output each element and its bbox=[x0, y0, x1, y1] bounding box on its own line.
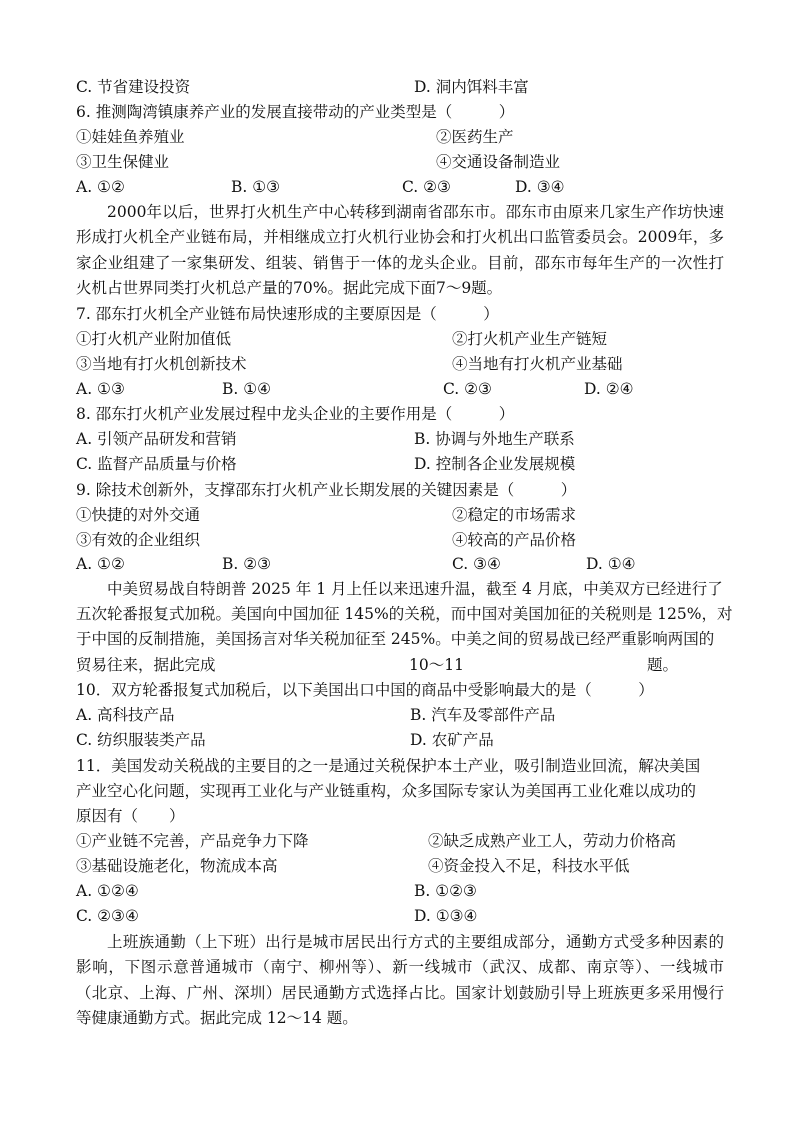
q11-item-2: ②缺乏成熟产业工人，劳动力价格高 bbox=[428, 832, 677, 850]
q7-option-c: C. ②③ bbox=[443, 380, 492, 398]
q11-stem-line-1: 11．美国发动关税战的主要目的之一是通过关税保护本土产业，吸引制造业回流，解决美国 bbox=[76, 757, 701, 775]
q11-option-c: C. ②③④ bbox=[76, 907, 139, 925]
q11-stem-line-3: 原因有（ ） bbox=[76, 807, 185, 825]
q9-stem: 9. 除技术创新外，支撑邵东打火机产业长期发展的关键因素是（ ） bbox=[76, 481, 577, 499]
q9-option-c: C. ③④ bbox=[452, 555, 501, 573]
q11-item-3: ③基础设施老化，物流成本高 bbox=[76, 857, 278, 875]
q10-stem: 10．双方轮番报复式加税后，以下美国出口中国的商品中受影响最大的是（ ） bbox=[76, 681, 654, 699]
q6-stem: 6. 推测陶湾镇康养产业的发展直接带动的产业类型是（ ） bbox=[76, 103, 515, 121]
q5-option-d: D. 洞内饵料丰富 bbox=[414, 78, 529, 96]
q10-option-b: B. 汽车及零部件产品 bbox=[410, 706, 556, 724]
q11-option-a: A. ①②④ bbox=[76, 882, 139, 900]
passage-tariff-line-4a: 贸易往来，据此完成 bbox=[76, 656, 216, 674]
q6-item-2: ②医药生产 bbox=[436, 128, 514, 146]
passage-lighter: 2000年以后，世界打火机生产中心转移到湖南省邵东市。邵东市由原来几家生产作坊快速形成打火机全产业链布局，并相继成立打火机行业协会和打火机出口监管委员会。2009年，多家企业组建了一家集研发、组装、销售于一体的龙头企业。目前，邵东市每年生产的一次性打火机占世界同类打火机总产量的70%。据此完成下面7～9题。 bbox=[76, 203, 724, 297]
q11-item-1: ①产业链不完善，产品竞争力下降 bbox=[76, 832, 309, 850]
q7-item-3: ③当地有打火机创新技术 bbox=[76, 355, 247, 373]
q6-item-3: ③卫生保健业 bbox=[76, 153, 170, 171]
q6-item-1: ①娃娃鱼养殖业 bbox=[76, 128, 185, 146]
q9-option-a: A. ①② bbox=[76, 555, 125, 573]
q9-option-b: B. ②③ bbox=[222, 555, 272, 573]
q11-stem-line-2: 产业空心化问题，实现再工业化与产业链重构，众多国际专家认为美国再工业化难以成功的 bbox=[76, 782, 697, 800]
passage-tariff-line-3: 于中国的反制措施，美国扬言对华关税加征至 245%。中美之间的贸易战已经严重影响两国的 bbox=[76, 630, 715, 648]
q9-item-4: ④较高的产品价格 bbox=[452, 531, 577, 549]
q9-item-1: ①快捷的对外交通 bbox=[76, 506, 201, 524]
q8-option-a: A. 引领产品研发和营销 bbox=[76, 430, 237, 448]
q7-option-d: D. ②④ bbox=[584, 380, 634, 398]
q11-item-4: ④资金投入不足，科技水平低 bbox=[428, 857, 630, 875]
q10-option-a: A. 高科技产品 bbox=[76, 706, 175, 724]
q10-option-d: D. 农矿产品 bbox=[410, 731, 494, 749]
passage-tariff-line-2: 五次轮番报复式加税。美国向中国加征 145%的关税，而中国对美国加征的关税则是 125%，对 bbox=[76, 605, 733, 623]
passage-tariff-line-1: 中美贸易战自特朗普 2025 年 1 月上任以来迅速升温，截至 4 月底，中美双方已经进行了 bbox=[107, 580, 723, 598]
q9-option-d: D. ①④ bbox=[586, 555, 636, 573]
q6-option-c: C. ②③ bbox=[402, 178, 451, 196]
q7-item-1: ①打火机产业附加值低 bbox=[76, 330, 232, 348]
passage-tariff-line-4c: 题。 bbox=[647, 656, 679, 674]
q8-option-b: B. 协调与外地生产联系 bbox=[414, 430, 575, 448]
q5-option-c: C. 节省建设投资 bbox=[76, 78, 191, 96]
q7-item-2: ②打火机产业生产链短 bbox=[452, 330, 608, 348]
q7-option-b: B. ①④ bbox=[222, 380, 272, 398]
q8-option-d: D. 控制各企业发展规模 bbox=[414, 455, 576, 473]
q8-stem: 8. 邵东打火机产业发展过程中龙头企业的主要作用是（ ） bbox=[76, 405, 515, 423]
q7-item-4: ④当地有打火机产业基础 bbox=[452, 355, 623, 373]
q7-option-a: A. ①③ bbox=[76, 380, 125, 398]
q6-option-b: B. ①③ bbox=[231, 178, 281, 196]
q7-stem: 7. 邵东打火机全产业链布局快速形成的主要原因是（ ） bbox=[76, 305, 499, 323]
q11-option-b: B. ①②③ bbox=[414, 882, 477, 900]
q10-option-c: C. 纺织服装类产品 bbox=[76, 731, 206, 749]
q6-option-a: A. ①② bbox=[76, 178, 125, 196]
q9-item-3: ③有效的企业组织 bbox=[76, 531, 201, 549]
q6-option-d: D. ③④ bbox=[515, 178, 565, 196]
q9-item-2: ②稳定的市场需求 bbox=[452, 506, 577, 524]
passage-tariff-line-4b: 10～11 bbox=[409, 656, 464, 674]
q11-option-d: D. ①③④ bbox=[414, 907, 478, 925]
q6-item-4: ④交通设备制造业 bbox=[436, 153, 561, 171]
q8-option-c: C. 监督产品质量与价格 bbox=[76, 455, 237, 473]
passage-commute: 上班族通勤（上下班）出行是城市居民出行方式的主要组成部分，通勤方式受多种因素的影响，下图示意普通城市（南宁、柳州等）、新一线城市（武汉、成都、南京等）、一线城市（北京、上海、广州、深圳）居民通勤方式选择占比。国家计划鼓励引导上班族更多采用慢行等健康通勤方式。据此完成 12～14 题。 bbox=[76, 933, 724, 1027]
